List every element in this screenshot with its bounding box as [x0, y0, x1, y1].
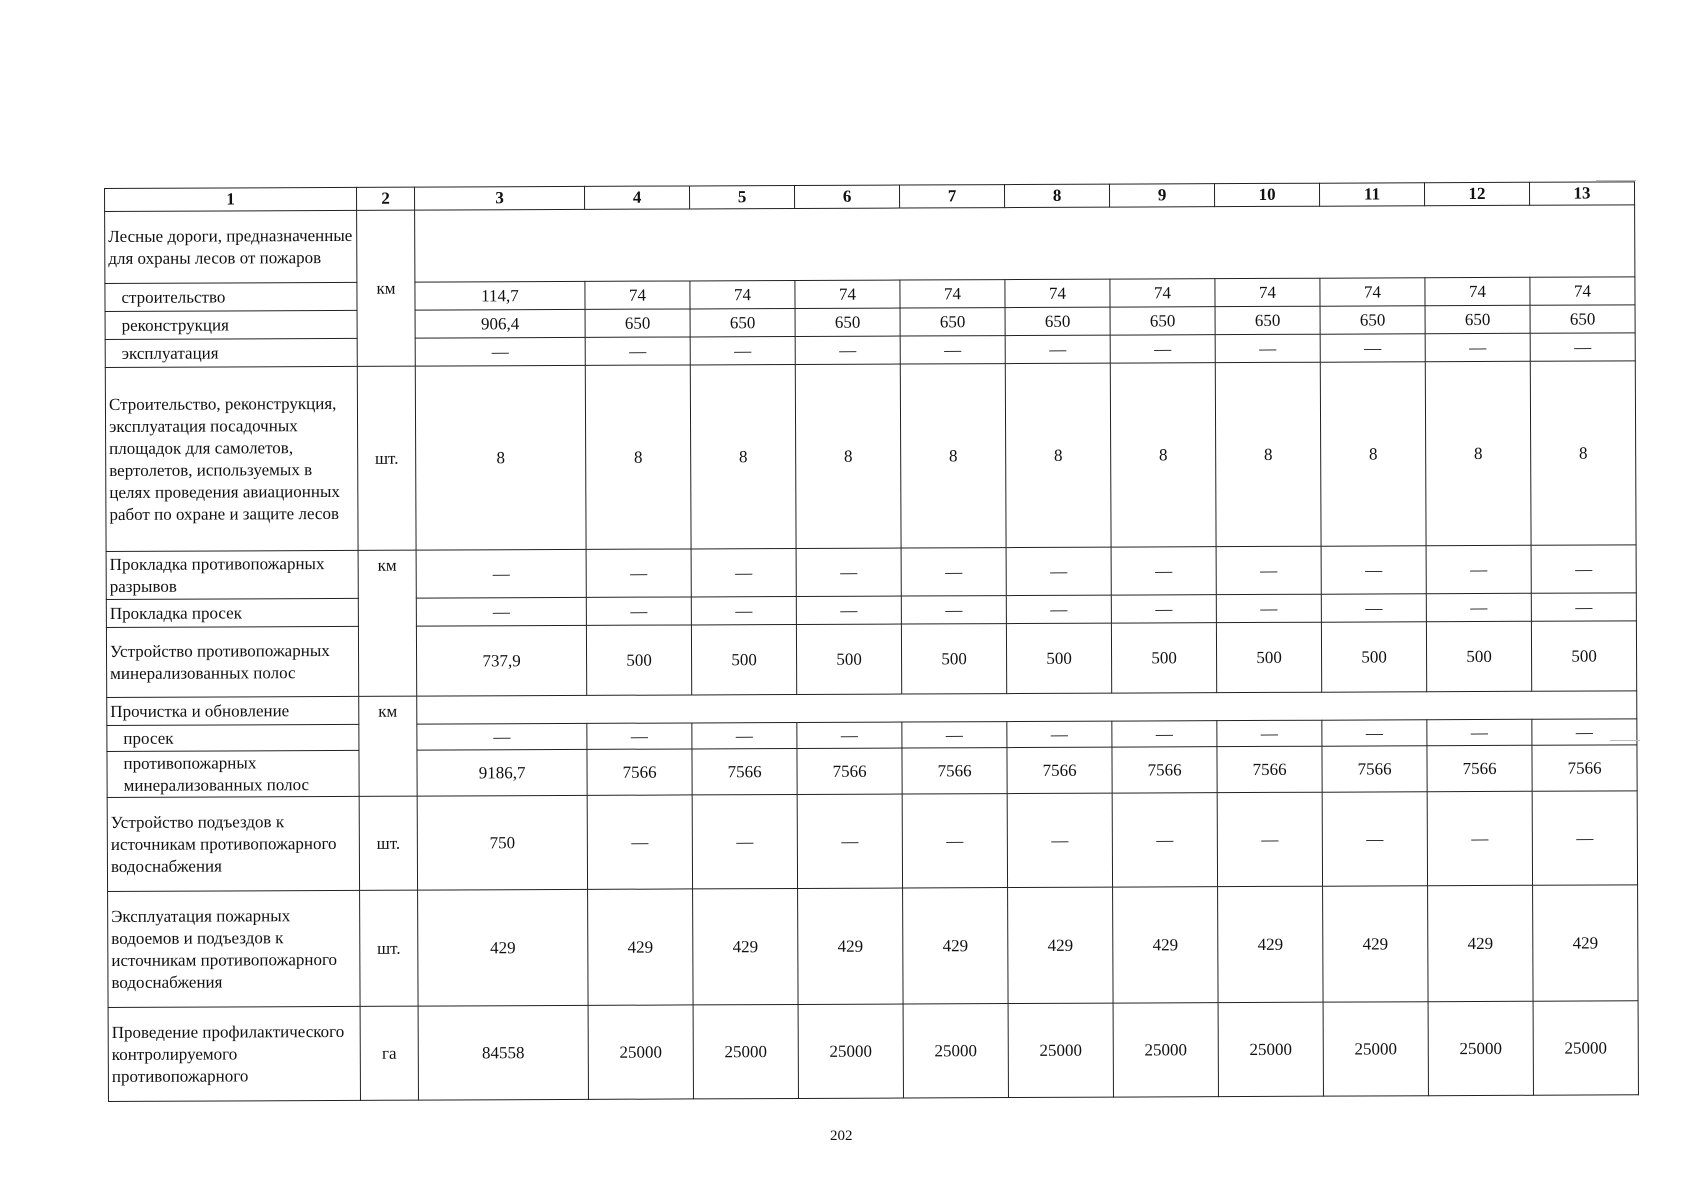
- value-cell: 74: [1425, 277, 1530, 305]
- row-label: Прокладка просек: [106, 598, 358, 627]
- value-cell: —: [1426, 545, 1531, 593]
- value-cell: 650: [1320, 306, 1425, 334]
- value-cell: —: [586, 549, 691, 597]
- value-cell: 74: [795, 280, 900, 308]
- table-row: [108, 885, 1638, 1008]
- value-cell: —: [1217, 792, 1322, 886]
- value-cell: —: [586, 597, 691, 625]
- value-cell: —: [1006, 595, 1111, 623]
- value-cell: —: [796, 596, 901, 624]
- value-cell: 429: [903, 888, 1009, 1004]
- table-body: [105, 182, 1639, 1102]
- value-cell: 84558: [418, 1005, 588, 1100]
- page-number: 202: [830, 1128, 853, 1144]
- value-cell: 74: [690, 280, 795, 308]
- value-cell: —: [900, 336, 1005, 364]
- value-cell: 500: [586, 625, 691, 695]
- value-cell: 7566: [587, 749, 692, 795]
- value-cell: 25000: [798, 1004, 903, 1098]
- value-cell: 25000: [588, 1005, 693, 1099]
- value-cell: 500: [1531, 621, 1636, 691]
- row-label: Прочистка и обновление: [107, 696, 359, 725]
- value-cell: 74: [1005, 279, 1110, 307]
- value-cell: 500: [1426, 621, 1531, 691]
- value-cell: —: [1112, 793, 1217, 887]
- value-cell: 8: [585, 365, 691, 549]
- value-cell: —: [587, 795, 692, 889]
- value-cell: 650: [585, 309, 690, 337]
- value-cell: 8: [1005, 363, 1111, 547]
- value-cell: 429: [1008, 887, 1114, 1003]
- row-label: просек: [107, 724, 359, 751]
- column-header: 7: [899, 185, 1004, 208]
- value-cell: 114,7: [415, 281, 585, 310]
- value-cell: —: [902, 722, 1007, 748]
- value-cell: —: [691, 596, 796, 624]
- value-cell: —: [1321, 594, 1426, 622]
- value-cell: —: [1427, 719, 1532, 745]
- column-header: 4: [584, 186, 689, 209]
- scan-artifact: [1610, 740, 1640, 741]
- value-cell: 74: [1110, 279, 1215, 307]
- value-cell: 429: [693, 888, 799, 1004]
- value-cell: 25000: [693, 1004, 798, 1098]
- value-cell: —: [416, 597, 586, 626]
- value-cell: —: [1321, 546, 1426, 594]
- value-cell: 7566: [1112, 747, 1217, 793]
- value-cell: 25000: [1218, 1002, 1323, 1096]
- column-header: 8: [1004, 184, 1109, 207]
- column-header: 1: [105, 187, 357, 211]
- value-cell: 429: [418, 889, 589, 1006]
- value-cell: 8: [1215, 362, 1321, 546]
- value-cell: 500: [1006, 623, 1111, 693]
- value-cell: —: [1217, 720, 1322, 746]
- row-label: противопожарных минерализованных полос: [107, 750, 359, 797]
- column-header: 10: [1214, 183, 1319, 206]
- value-cell: 8: [1530, 361, 1636, 545]
- row-label: реконструкция: [105, 310, 357, 339]
- empty-cell: [415, 205, 1635, 282]
- value-cell: 500: [691, 624, 796, 694]
- scan-artifact: [1596, 180, 1636, 181]
- value-cell: —: [691, 548, 796, 596]
- value-cell: 429: [1323, 886, 1429, 1002]
- value-cell: 8: [690, 364, 796, 548]
- value-cell: —: [1006, 547, 1111, 595]
- value-cell: 74: [900, 280, 1005, 308]
- value-cell: —: [416, 549, 586, 598]
- value-cell: 7566: [1217, 746, 1322, 792]
- value-cell: —: [1110, 335, 1215, 363]
- value-cell: —: [1532, 791, 1637, 885]
- value-cell: 737,9: [416, 625, 586, 696]
- value-cell: 25000: [903, 1004, 1008, 1098]
- column-header: 2: [356, 187, 414, 210]
- value-cell: —: [1531, 593, 1636, 621]
- value-cell: —: [692, 794, 797, 888]
- value-cell: 500: [1111, 623, 1216, 693]
- value-cell: 7566: [1007, 747, 1112, 793]
- value-cell: 74: [585, 281, 690, 309]
- value-cell: 25000: [1323, 1002, 1428, 1096]
- value-cell: —: [1215, 334, 1320, 362]
- value-cell: 650: [1215, 306, 1320, 334]
- value-cell: —: [1427, 791, 1532, 885]
- value-cell: 650: [1530, 305, 1635, 333]
- value-cell: —: [1531, 545, 1636, 593]
- value-cell: —: [1112, 721, 1217, 747]
- value-cell: 7566: [1322, 746, 1427, 792]
- value-cell: —: [1007, 793, 1112, 887]
- unit-cell: шт.: [359, 796, 417, 890]
- value-cell: —: [1216, 594, 1321, 622]
- value-cell: 25000: [1533, 1001, 1638, 1095]
- row-label: Лесные дороги, предназначенные для охраны лесов от пожаров: [105, 210, 357, 283]
- value-cell: 9186,7: [417, 749, 587, 796]
- value-cell: 650: [690, 308, 795, 336]
- table-row: [105, 205, 1635, 284]
- value-cell: —: [795, 336, 900, 364]
- value-cell: —: [901, 596, 1006, 624]
- value-cell: 500: [796, 624, 901, 694]
- value-cell: 8: [1110, 363, 1216, 547]
- value-cell: 650: [900, 308, 1005, 336]
- row-label: Строительство, реконструкция, эксплуатация посадочных площадок для самолетов, вертолетов, используемых в целях проведения авиационных работ по охране и защите лесов: [105, 366, 358, 551]
- value-cell: 7566: [692, 748, 797, 794]
- value-cell: —: [1111, 547, 1216, 595]
- value-cell: 25000: [1113, 1003, 1218, 1097]
- column-header: 9: [1109, 184, 1214, 207]
- row-label: эксплуатация: [105, 338, 357, 367]
- value-cell: —: [1111, 595, 1216, 623]
- value-cell: 429: [1113, 887, 1219, 1003]
- value-cell: 74: [1215, 278, 1320, 306]
- value-cell: 25000: [1428, 1001, 1533, 1095]
- value-cell: —: [690, 336, 795, 364]
- value-cell: —: [1007, 721, 1112, 747]
- table-row: [105, 361, 1636, 552]
- table-row: [106, 621, 1636, 698]
- value-cell: 650: [795, 308, 900, 336]
- value-cell: 429: [588, 889, 694, 1005]
- value-cell: 650: [1425, 305, 1530, 333]
- value-cell: —: [1425, 333, 1530, 361]
- column-header: 6: [794, 185, 899, 208]
- unit-cell: км: [359, 696, 417, 796]
- value-cell: —: [1532, 719, 1637, 745]
- data-table: [104, 181, 1639, 1102]
- value-cell: 7566: [902, 748, 1007, 794]
- value-cell: —: [415, 337, 585, 366]
- value-cell: 500: [1216, 622, 1321, 692]
- table-row: [108, 1001, 1638, 1102]
- value-cell: 7566: [797, 748, 902, 794]
- value-cell: 74: [1530, 277, 1635, 305]
- value-cell: 8: [795, 364, 901, 548]
- value-cell: 429: [798, 888, 904, 1004]
- row-label: строительство: [105, 282, 357, 311]
- column-header: 5: [689, 185, 794, 208]
- value-cell: 650: [1005, 307, 1110, 335]
- value-cell: —: [1005, 335, 1110, 363]
- value-cell: —: [585, 337, 690, 365]
- value-cell: 906,4: [415, 309, 585, 338]
- value-cell: 7566: [1427, 745, 1532, 791]
- unit-cell: шт.: [357, 366, 416, 550]
- row-label: Эксплуатация пожарных водоемов и подъездов к источникам противопожарного водоснабжения: [108, 890, 361, 1007]
- value-cell: 8: [900, 364, 1006, 548]
- column-header: 13: [1529, 182, 1634, 205]
- value-cell: 429: [1428, 885, 1534, 1001]
- value-cell: —: [901, 548, 1006, 596]
- value-cell: 429: [1218, 886, 1324, 1002]
- value-cell: —: [1426, 593, 1531, 621]
- column-header: 11: [1319, 183, 1424, 206]
- value-cell: 7566: [1532, 745, 1637, 791]
- value-cell: —: [1322, 720, 1427, 746]
- value-cell: —: [587, 723, 692, 749]
- row-label: Проведение профилактического контролируемого противопожарного: [108, 1006, 360, 1101]
- value-cell: 429: [1533, 885, 1639, 1001]
- unit-cell: га: [360, 1006, 418, 1100]
- column-header: 3: [414, 186, 584, 210]
- row-label: Устройство подъездов к источникам противопожарного водоснабжения: [107, 796, 359, 891]
- value-cell: —: [902, 794, 1007, 888]
- value-cell: 750: [417, 795, 587, 890]
- value-cell: —: [796, 548, 901, 596]
- table-row: [107, 745, 1637, 798]
- value-cell: —: [417, 723, 587, 750]
- value-cell: 500: [901, 624, 1006, 694]
- value-cell: 25000: [1008, 1003, 1113, 1097]
- unit-cell: км: [357, 210, 416, 366]
- value-cell: —: [797, 722, 902, 748]
- value-cell: 8: [1425, 361, 1531, 545]
- column-header: 12: [1424, 182, 1529, 205]
- unit-cell: км: [358, 550, 417, 696]
- value-cell: —: [797, 794, 902, 888]
- value-cell: —: [1322, 792, 1427, 886]
- value-cell: 8: [1320, 362, 1426, 546]
- value-cell: —: [692, 722, 797, 748]
- value-cell: 74: [1320, 278, 1425, 306]
- value-cell: —: [1530, 333, 1635, 361]
- value-cell: 500: [1321, 622, 1426, 692]
- unit-cell: шт.: [360, 890, 419, 1006]
- table-row: [107, 791, 1637, 892]
- row-label: Прокладка противопожарных разрывов: [106, 550, 358, 599]
- value-cell: —: [1320, 334, 1425, 362]
- table-row: [106, 545, 1636, 600]
- value-cell: 8: [415, 365, 586, 550]
- value-cell: 650: [1110, 307, 1215, 335]
- value-cell: —: [1216, 546, 1321, 594]
- row-label: Устройство противопожарных минерализованных полос: [106, 626, 358, 697]
